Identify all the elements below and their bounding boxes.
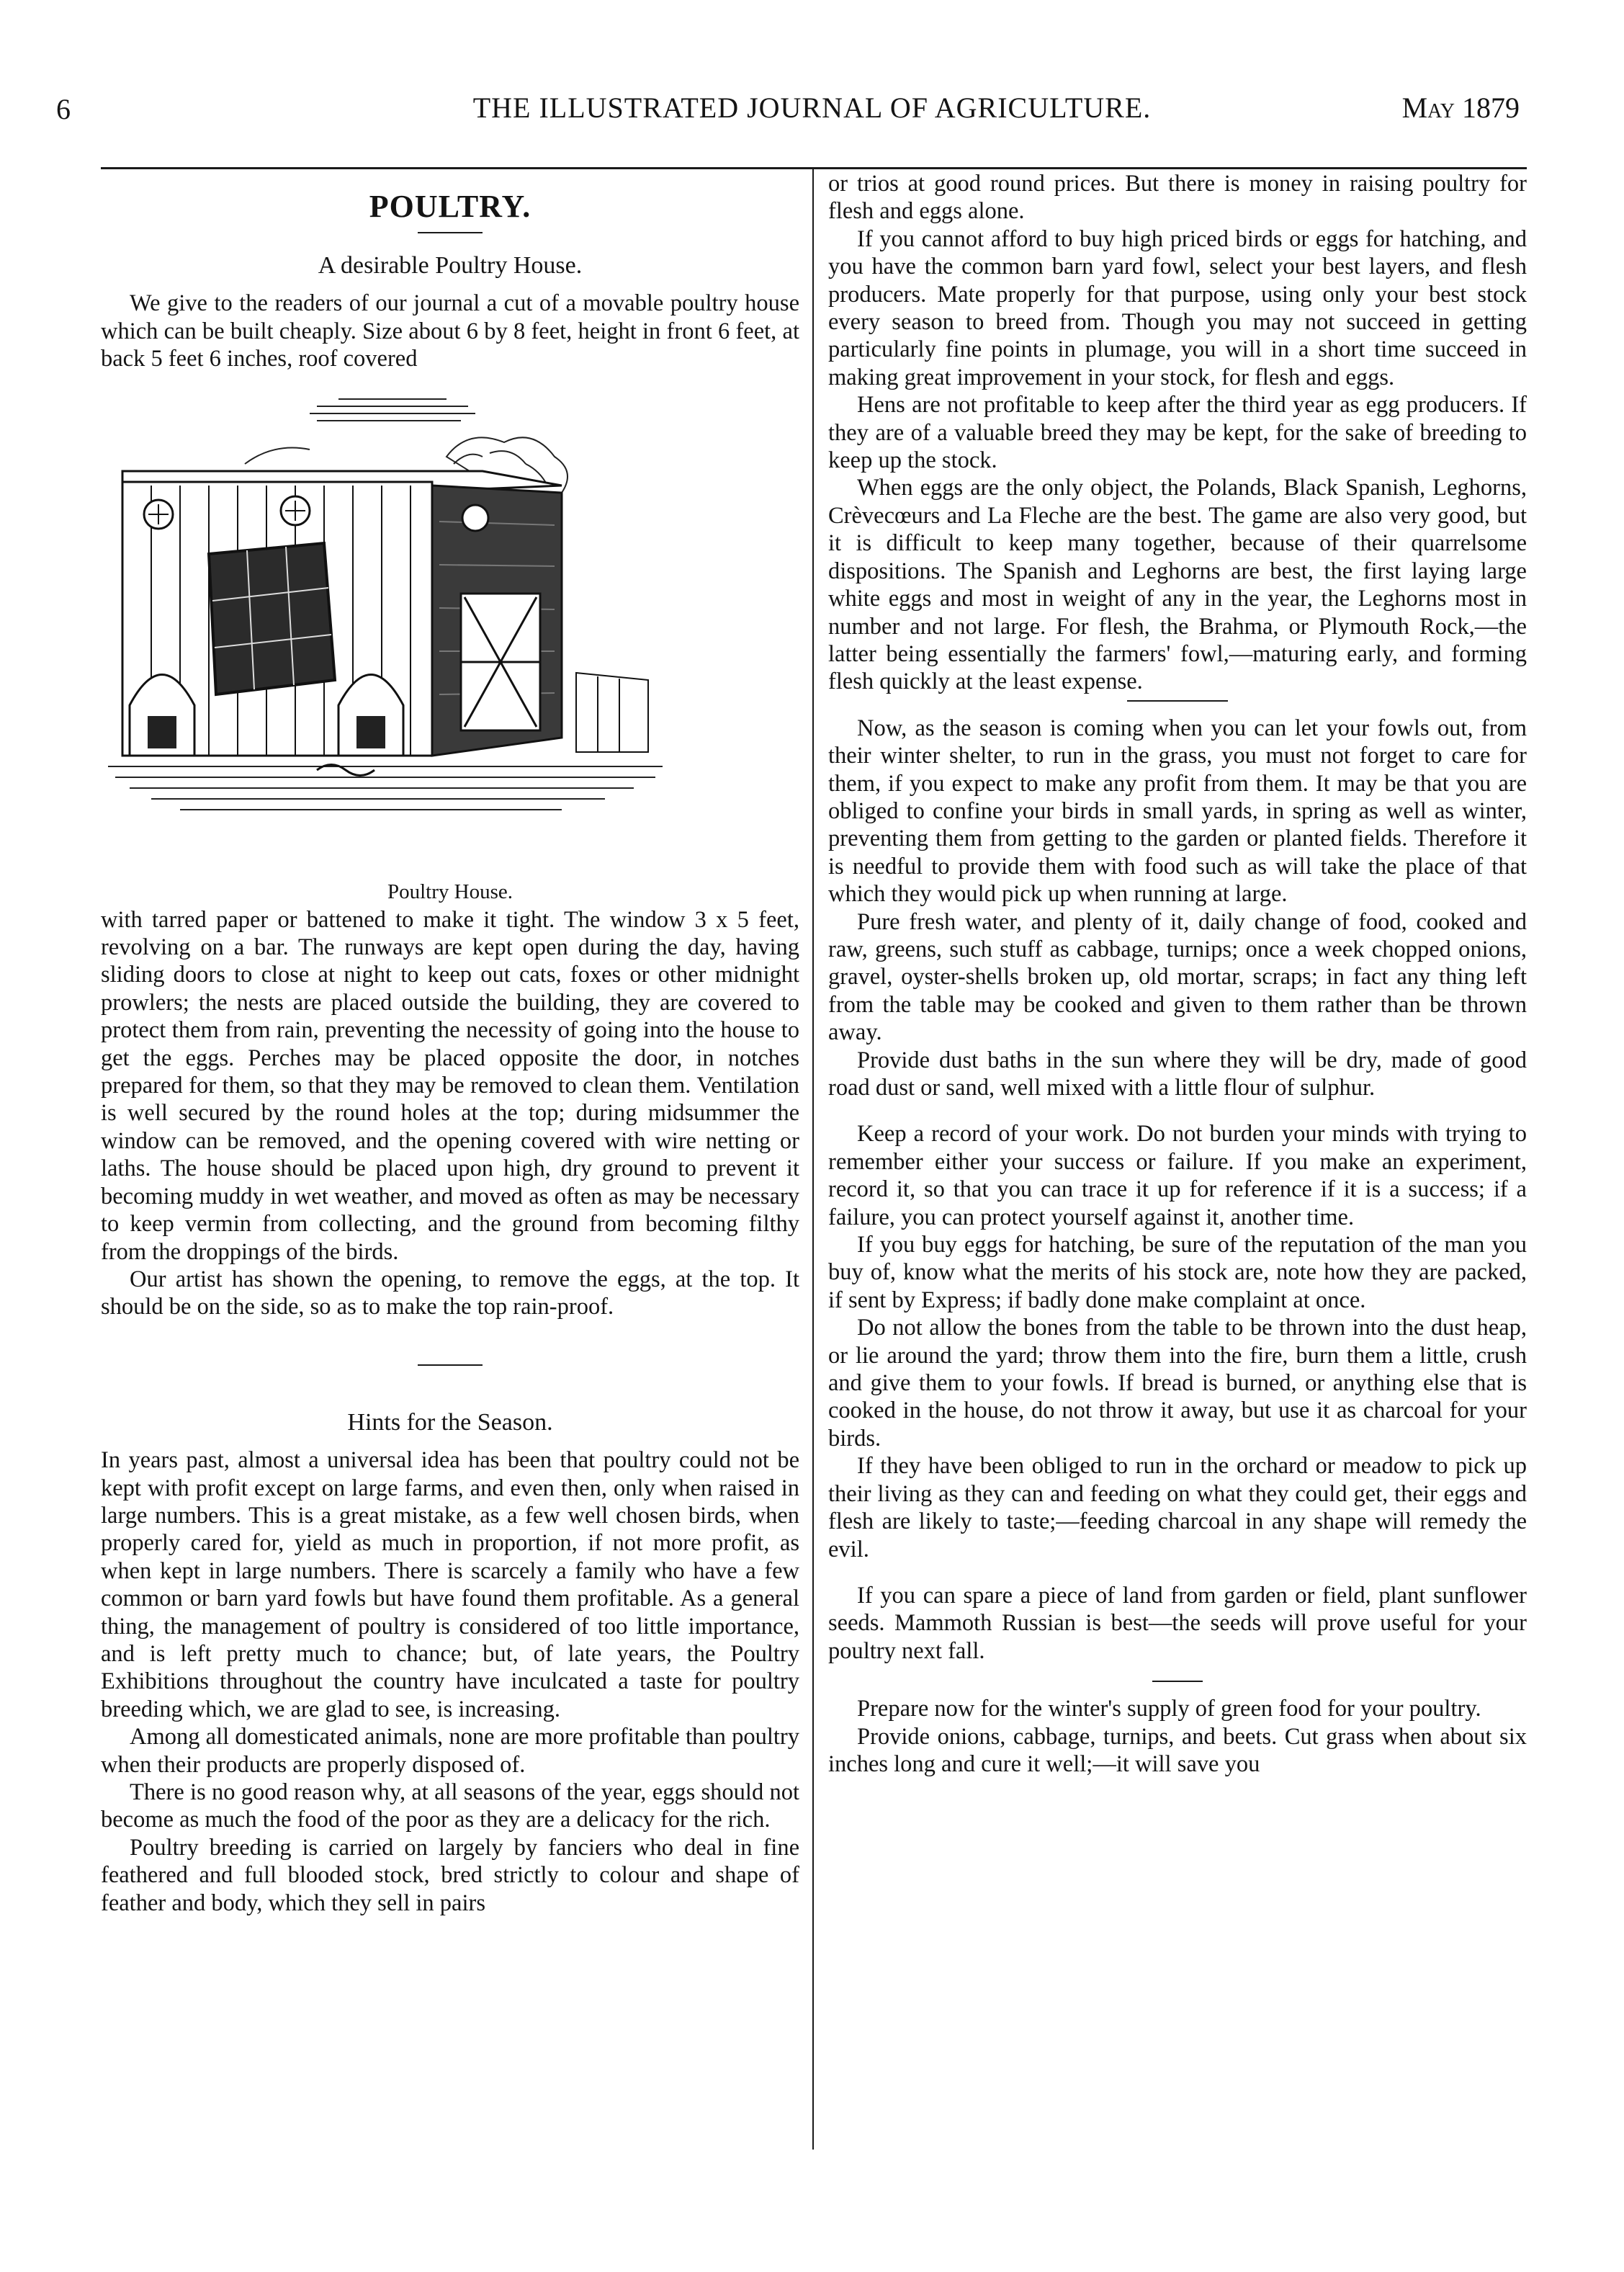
paragraph: When eggs are the only object, the Polands, Black Spanish, Leghorns, Crèvecœurs and La Fleche are the best. The game are also very good, but it is difficult to keep many together, because of their quarrelsome dispositions. The Spanish and Leghorns are best, the first laying large white eggs and most in weight of any in the year, the Leghorns most in number and not large. For flesh, the Brahma, or Plymouth Rock,—the latter being essentially the farmers' fowl,—maturing early, and forming flesh quickly at the least expense. bbox=[828, 475, 1527, 695]
paragraph: Prepare now for the winter's supply of green food for your poultry. bbox=[857, 1696, 1481, 1722]
hints-paragraph: Among all domesticated animals, none are more profitable than poultry when their products are properly disposed of. bbox=[101, 1724, 799, 1778]
article-title-poultry-house: A desirable Poultry House. bbox=[318, 252, 583, 279]
column-divider bbox=[812, 169, 814, 2150]
issue-date: May 1879 bbox=[1401, 91, 1520, 124]
title-rule bbox=[418, 232, 483, 233]
poultry-house-illustration bbox=[101, 377, 799, 875]
separator-rule bbox=[1152, 1681, 1203, 1682]
paragraph: Hens are not profitable to keep after the third year as egg producers. If they are of a valuable breed they may be kept, for the sake of breeding to keep up the stock. bbox=[828, 392, 1527, 474]
page-number: 6 bbox=[56, 93, 71, 125]
hints-paragraph: In years past, almost a universal idea has been that poultry could not be kept with profit except on large farms, and even then, only when raised in large numbers. This is a great mistake, as a few well chosen birds, when properly cared for, yield as much in proportion, if not more profit, as when kept in large numbers. There is scarcely a family who have a few common or barn yard fowls but have found them profitable. As a general thing, the management of poultry is considered of too little importance, and is left pretty much to chance; but, of late years, the Poultry Exhibitions throughout the country have inculcated a taste for poultry breeding which, we are glad to see, is increasing. bbox=[101, 1447, 799, 1722]
journal-title: THE ILLUSTRATED JOURNAL OF AGRICULTURE. bbox=[472, 91, 1152, 124]
figure-caption: Poultry House. bbox=[387, 880, 513, 903]
hints-paragraph: Poultry breeding is carried on largely by fanciers who deal in fine feathered and full blooded stock, bred strictly to colour and shape of feather and body, which they sell in pairs bbox=[101, 1834, 799, 1916]
paragraph: If they have been obliged to run in the orchard or meadow to pick up their living as they can and feeding on what they could get, their eggs and flesh are likely to taste;—feeding charcoal in any shape will remedy the evil. bbox=[828, 1453, 1527, 1562]
paragraph: Pure fresh water, and plenty of it, daily change of food, cooked and raw, greens, such stuff as cabbage, turnips; once a week chopped onions, gravel, oyster-shells broken up, old mortar, scraps; in fact any thing left from the table may be cooked and given to them rather than be thrown away. bbox=[828, 908, 1527, 1046]
poultry-house-engraving bbox=[101, 377, 799, 846]
header-rule bbox=[101, 167, 1527, 169]
right-column bbox=[828, 170, 1527, 1778]
article-separator bbox=[418, 1364, 483, 1366]
separator-rule bbox=[1127, 700, 1228, 702]
article-closing: Our artist has shown the opening, to remove the eggs, at the top. It should be on the side, so as to make the top rain-proof. bbox=[101, 1266, 799, 1320]
paragraph: Now, as the season is coming when you can let your fowls out, from their winter shelter, to run in the grass, you must not forget to care for them, if you expect to make any profit from them. It may be that you are obliged to confine your birds in small yards, in spring as well as winter, preventing them from getting to the garden or planted fields. Therefore it is needful to provide them with food such as will take the place of that which they would pick up when running at large. bbox=[828, 715, 1527, 908]
paragraph: Do not allow the bones from the table to be thrown into the dust heap, or lie around the yard; throw them into the fire, burn them a little, crush and give them to your fowls. If bread is burned, or anything else that is cooked in the house, do not throw it away, but use it as charcoal for your birds. bbox=[828, 1315, 1527, 1452]
paragraph: Keep a record of your work. Do not burden your minds with trying to remember either your success or failure. If you make an experiment, record it, so that you can trace it up for reference if it is a success; if a failure, you can protect yourself against it, another time. bbox=[828, 1121, 1527, 1230]
article-title-hints: Hints for the Season. bbox=[347, 1408, 553, 1436]
article-body: with tarred paper or battened to make it tight. The window 3 x 5 feet, revolving on a bar. The runways are kept open during the day, having sliding doors to close at night to keep out cats, foxes or other midnight prowlers; the nests are placed outside the building, they are covered to protect them from rain, preventing the necessity of going into the house to get the eggs. Perches may be placed opposite the door, in notches prepared for them, so that they may be removed to clean them. Ventilation is well secured by the round holes at the top; during midsummer the window can be removed, and the opening covered with wire netting or laths. The house should be placed upon high, dry ground to prevent it becoming muddy in wet weather, and moved as often as may be necessary to keep vermin from collecting, and the ground from becoming filthy from the droppings of the birds. bbox=[101, 906, 799, 1265]
hints-paragraph: There is no good reason why, at all seasons of the year, eggs should not become as much the food of the poor as they are a delicacy for the rich. bbox=[101, 1779, 799, 1833]
section-title: POULTRY. bbox=[369, 189, 531, 224]
paragraph: If you buy eggs for hatching, be sure of the reputation of the man you buy of, know what the merits of his stock are, note how they are packed, if sent by Express; if badly done make complaint at once. bbox=[828, 1232, 1527, 1313]
paragraph: If you cannot afford to buy high priced birds or eggs for hatching, and you have the common barn yard fowl, select your best layers, and flesh producers. Mate properly for that purpose, using only your best stock every season to breed from. Though you may not succeed in getting particularly fine points in plumage, you will in a short time succeed in making great improvement in your stock, for flesh and eggs. bbox=[828, 225, 1527, 390]
paragraph: If you can spare a piece of land from garden or field, plant sunflower seeds. Mammoth Russian is best—the seeds will prove useful for your poultry next fall. bbox=[828, 1582, 1527, 1664]
paragraph: or trios at good round prices. But there is money in raising poultry for flesh and eggs alone. bbox=[828, 171, 1527, 225]
paragraph: Provide dust baths in the sun where they will be dry, made of good road dust or sand, well mixed with a little flour of sulphur. bbox=[828, 1047, 1527, 1101]
article-intro: We give to the readers of our journal a cut of a movable poultry house which can be built cheaply. Size about 6 by 8 feet, height in front 6 feet, at back 5 feet 6 inches, roof covered bbox=[101, 290, 799, 372]
paragraph: Provide onions, cabbage, turnips, and beets. Cut grass when about six inches long and cure it well;—it will save you bbox=[828, 1723, 1527, 1777]
left-column bbox=[101, 170, 799, 1917]
